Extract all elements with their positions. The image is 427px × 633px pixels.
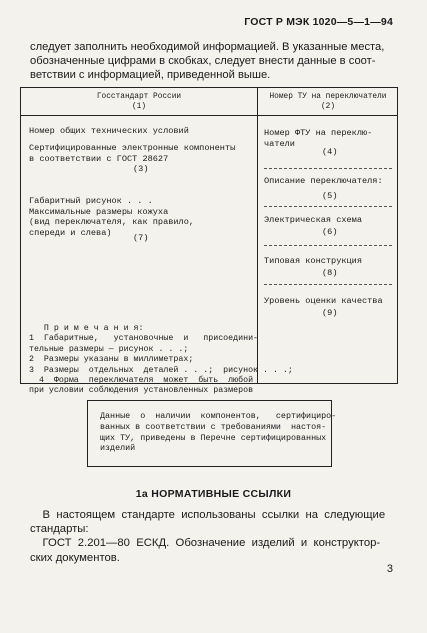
field-separator (264, 206, 392, 207)
page-number: 3 (386, 563, 393, 575)
ftu-ref: (4) (322, 147, 338, 157)
design-ref: (8) (322, 268, 338, 278)
notes-block: П р и м е ч а н и я: 1 Габаритные, установочные и присоедини- тельные размеры — рисунок . . .; 2 Размеры указаны в миллиметрах; 3 Размеры отдельных деталей . . .; рисунок . . .; 4 Форма переключателя может быть любой при условии соблюдения установленных размеров (29, 324, 293, 396)
ftu-field: Номер ФТУ на переклю- чатели (264, 128, 373, 149)
scheme-ref: (6) (322, 227, 338, 237)
header-divider (21, 115, 397, 116)
description-field: Описание переключателя: (264, 176, 383, 186)
notice-line: Данные о наличии компонентов, сертифициро- (100, 411, 337, 421)
notice-line: ванных в соответствии с требованиями настоя- (100, 421, 327, 432)
notice-line: щих ТУ, приведены в Перечне сертифицированных (100, 432, 327, 443)
right-column-header (258, 93, 398, 112)
section-title: 1а НОРМАТИВНЫЕ ССЫЛКИ (135, 488, 292, 500)
certification-notice-box (87, 400, 337, 467)
right-header-label: Номер ТУ на переключатели (269, 93, 387, 101)
notice-line: изделий (100, 443, 136, 454)
drawing-field: Габаритный рисунок . . . Максимальные размеры кожуха (вид переключателя, как правило, спереди и слева) (29, 196, 195, 238)
left-column-header (21, 93, 257, 112)
left-header-label: Госстандарт России (96, 93, 182, 101)
form-table (20, 87, 398, 396)
left-header-number: (1) (131, 102, 147, 111)
general-conditions-field: Номер общих технических условий (29, 126, 189, 136)
certified-ref: (3) (133, 164, 149, 174)
design-field: Типовая конструкция (264, 256, 362, 266)
right-header-number: (2) (320, 102, 336, 111)
body-line: стандарты: (30, 523, 89, 536)
intro-paragraph (30, 40, 388, 82)
intro-line: следует заполнить необходимой информацией. В указанные места, (30, 41, 385, 53)
body-line: ГОСТ 2.201—80 ЕСКД. Обозначение изделий и конструктор- (30, 537, 381, 550)
description-ref: (5) (322, 191, 338, 201)
field-separator (264, 245, 392, 246)
quality-ref: (9) (322, 308, 338, 318)
field-separator (264, 168, 392, 169)
body-line: ских документов. (30, 551, 120, 564)
intro-line: обозначенные цифрами в скобках, следует внести данные в соот- (30, 55, 376, 67)
certified-components-field: Сертифицированные электронные компоненты в соответствии с ГОСТ 28627 (29, 143, 236, 164)
intro-line: ветствии с информацией, приведенной выше. (30, 69, 271, 81)
drawing-ref: (7) (133, 233, 149, 243)
quality-field: Уровень оценки качества (264, 296, 383, 306)
standard-header: ГОСТ Р МЭК 1020—5—1—94 (244, 16, 393, 28)
body-line: В настоящем стандарте использованы ссылки на следующие (30, 509, 386, 521)
field-separator (264, 284, 392, 285)
scheme-field: Электрическая схема (264, 215, 362, 225)
body-paragraph (30, 508, 390, 565)
